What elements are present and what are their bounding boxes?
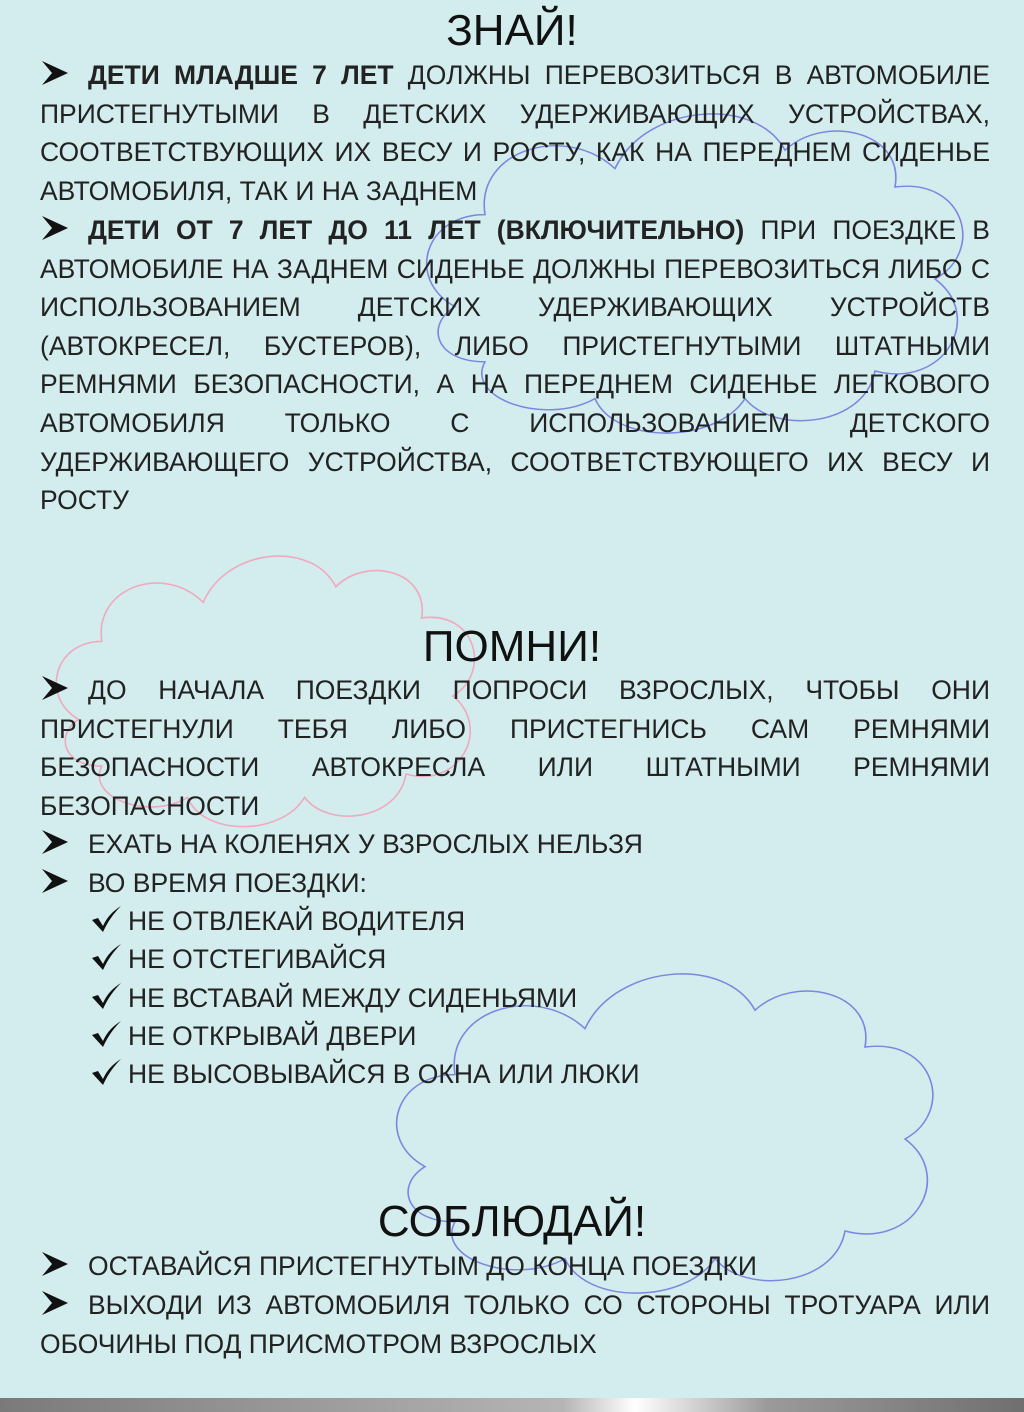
remember-item-1-text: ДО НАЧАЛА ПОЕЗДКИ ПОПРОСИ ВЗРОСЛЫХ, ЧТОБЫ ОНИ ПРИСТЕГНУЛИ ТЕБЯ ЛИБО ПРИСТЕГНИСЬ САМ РЕМНЯМИ БЕЗОПАСНОСТИ АВТОКРЕСЛА ИЛИ ШТАТНЫМИ РЕМНЯМИ БЕЗОПАСНОСТИ xyxy=(40,675,990,821)
checklist-item-text: НЕ ВЫСОВЫВАЙСЯ В ОКНА ИЛИ ЛЮКИ xyxy=(128,1059,640,1089)
arrowhead-bullet-icon xyxy=(40,58,70,88)
know-item-2-bold: ДЕТИ ОТ 7 ЛЕТ ДО 11 ЛЕТ (ВКЛЮЧИТЕЛЬНО) xyxy=(88,215,745,245)
observe-item-1 xyxy=(40,1247,990,1286)
remember-item-1 xyxy=(40,671,990,825)
checklist-item-text: НЕ ОТКРЫВАЙ ДВЕРИ xyxy=(128,1021,417,1051)
remember-item-2-text: ЕХАТЬ НА КОЛЕНЯХ У ВЗРОСЛЫХ НЕЛЬЗЯ xyxy=(88,829,643,859)
arrowhead-bullet-icon xyxy=(40,1288,70,1318)
arrowhead-bullet-icon xyxy=(40,673,70,703)
checklist-item xyxy=(90,902,465,941)
checklist-item xyxy=(90,940,386,979)
checklist-item xyxy=(90,979,577,1018)
section-title-remember: ПОМНИ! xyxy=(422,622,602,671)
checkmark-icon xyxy=(90,1020,122,1048)
remember-item-3-text: ВО ВРЕМЯ ПОЕЗДКИ: xyxy=(88,868,367,898)
know-item-2-text: ПРИ ПОЕЗДКЕ В АВТОМОБИЛЕ НА ЗАДНЕМ СИДЕНЬЕ ДОЛЖНЫ ПЕРЕВОЗИТЬСЯ ЛИБО С ИСПОЛЬЗОВАНИЕМ ДЕТСКИХ УДЕРЖИВАЮЩИХ УСТРОЙСТВ (АВТОКРЕСЕЛ, БУСТЕРОВ), ЛИБО ПРИСТЕГНУТЫМИ ШТАТНЫМИ РЕМНЯМИ БЕЗОПАСНОСТИ, А НА ПЕРЕДНЕМ СИДЕНЬЕ ЛЕГКОВОГО АВТОМОБИЛЯ ТОЛЬКО С ИСПОЛЬЗОВАНИЕМ ДЕТСКОГО УДЕРЖИВАЮЩЕГО УСТРОЙСТВА, СООТВЕТСТВУЮЩЕГО ИХ ВЕСУ И РОСТУ xyxy=(40,215,990,516)
arrowhead-bullet-icon xyxy=(40,213,70,243)
know-item-2 xyxy=(40,211,990,520)
observe-item-2-text: ВЫХОДИ ИЗ АВТОМОБИЛЯ ТОЛЬКО СО СТОРОНЫ ТРОТУАРА ИЛИ ОБОЧИНЫ ПОД ПРИСМОТРОМ ВЗРОСЛЫХ xyxy=(40,1290,990,1359)
checklist-item xyxy=(90,1055,640,1094)
arrowhead-bullet-icon xyxy=(40,866,70,896)
checklist-item-text: НЕ ВСТАВАЙ МЕЖДУ СИДЕНЬЯМИ xyxy=(128,983,578,1013)
checklist-item xyxy=(90,1017,416,1056)
know-item-1-text: ДОЛЖНЫ ПЕРЕВОЗИТЬСЯ В АВТОМОБИЛЕ ПРИСТЕГНУТЫМИ В ДЕТСКИХ УДЕРЖИВАЮЩИХ УСТРОЙСТВАХ, СООТВЕТСТВУЮЩИХ ИХ ВЕСУ И РОСТУ, КАК НА ПЕРЕДНЕМ СИДЕНЬЕ АВТОМОБИЛЯ, ТАК И НА ЗАДНЕМ xyxy=(40,60,991,206)
checklist-item-text: НЕ ОТВЛЕКАЙ ВОДИТЕЛЯ xyxy=(128,906,466,936)
section-title-observe: СОБЛЮДАЙ! xyxy=(377,1197,647,1246)
checkmark-icon xyxy=(90,943,122,971)
arrowhead-bullet-icon xyxy=(40,827,70,857)
checkmark-icon xyxy=(90,905,122,933)
arrowhead-bullet-icon xyxy=(40,1249,70,1279)
remember-item-2 xyxy=(40,825,990,864)
bottom-border xyxy=(0,1398,1024,1412)
checkmark-icon xyxy=(90,1058,122,1086)
observe-item-2 xyxy=(40,1286,990,1363)
checklist-item-text: НЕ ОТСТЕГИВАЙСЯ xyxy=(128,944,387,974)
remember-item-3 xyxy=(40,864,990,903)
know-item-1-bold: ДЕТИ МЛАДШЕ 7 ЛЕТ xyxy=(88,60,394,90)
observe-item-1-text: ОСТАВАЙСЯ ПРИСТЕГНУТЫМ ДО КОНЦА ПОЕЗДКИ xyxy=(88,1251,757,1281)
section-title-know: ЗНАЙ! xyxy=(446,6,578,55)
know-item-1 xyxy=(40,56,990,210)
checkmark-icon xyxy=(90,982,122,1010)
